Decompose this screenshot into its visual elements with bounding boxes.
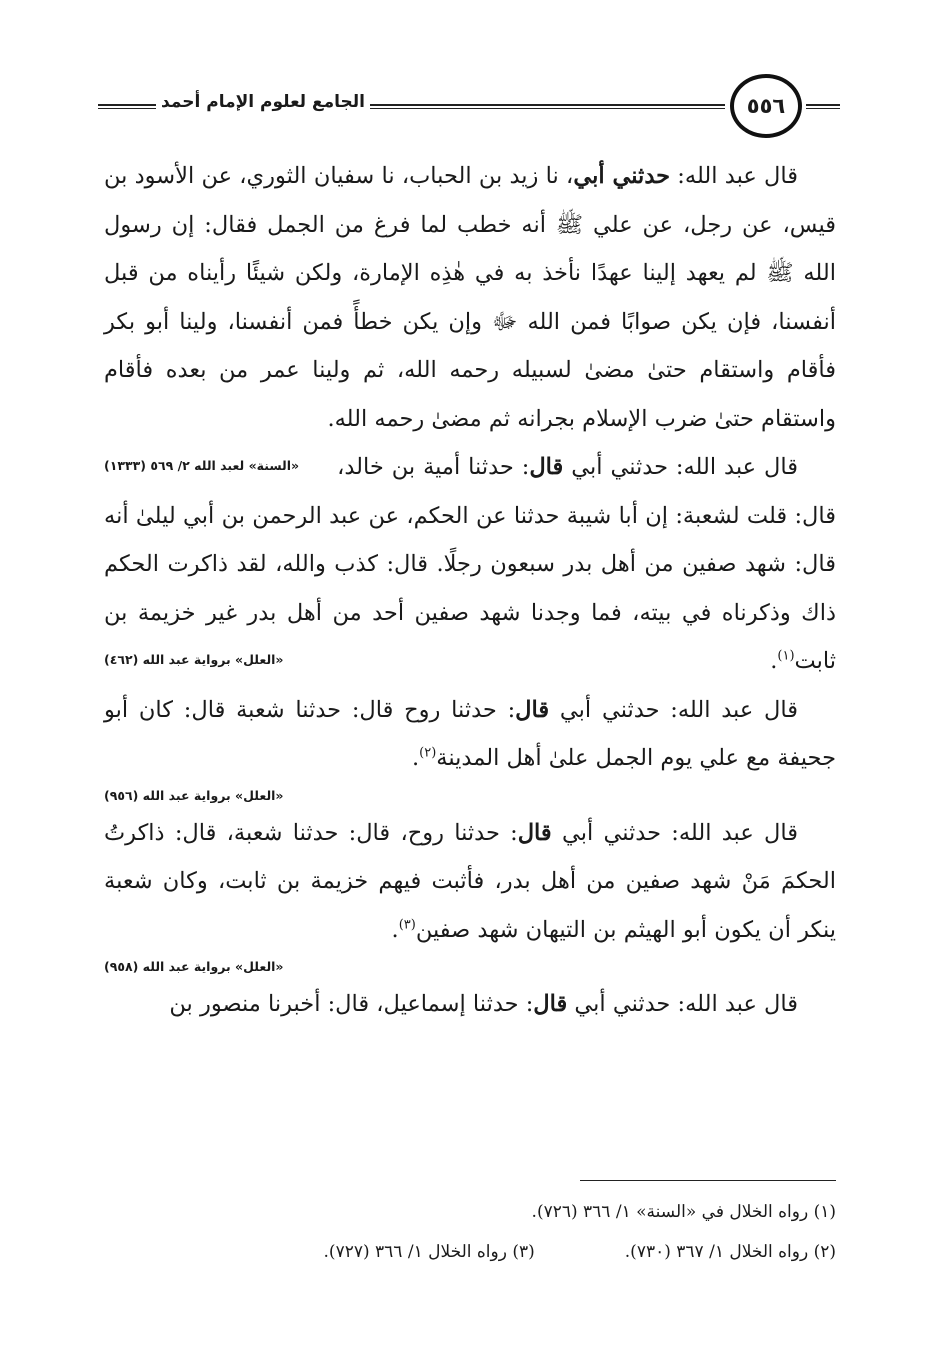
paragraph-5 (104, 980, 836, 1029)
footnote-separator (580, 1180, 836, 1181)
footnote-ref[interactable]: (٣) (398, 917, 416, 932)
para-lead: قال عبد الله: (670, 163, 799, 189)
running-title: الجامع لعلوم الإمام أحمد (161, 92, 365, 112)
footnote-1: (١) رواه الخلال في «السنة» ١/ ٣٦٦ (٧٢٦). (531, 1202, 836, 1222)
para-tail: . (411, 745, 420, 771)
footnotes (104, 1192, 836, 1272)
para-bold: قال (517, 819, 552, 846)
page-header (98, 74, 840, 138)
para-bold: قال (533, 991, 568, 1017)
paragraph-3 (104, 686, 836, 783)
header-rule (806, 104, 840, 109)
para-bold: قال (515, 696, 550, 723)
footnote-3: (٣) رواه الخلال ١/ ٣٦٦ (٧٢٧). (323, 1242, 535, 1262)
citation: «السنة» لعبد الله ٢/ ٥٦٩ (١٣٣٣) (104, 458, 300, 473)
footnote-row (104, 1232, 836, 1272)
para-tail: . (770, 648, 778, 674)
para-lead: قال عبد الله: حدثني أبي (567, 991, 798, 1017)
footnote-ref[interactable]: (١) (777, 648, 795, 664)
para-bold: قال (529, 454, 564, 480)
citation: «العلل» برواية عبد الله (٤٦٢) (104, 652, 284, 667)
paragraph-1 (104, 152, 836, 473)
para-lead: قال عبد الله: حدثني أبي (563, 454, 798, 480)
para-text: : حدثنا إسماعيل، قال: أخبرنا منصور بن (169, 991, 534, 1017)
main-text (104, 152, 836, 1029)
para-tail: . (391, 916, 399, 943)
page-number-badge: ٥٥٦ (730, 74, 802, 138)
para-lead: قال عبد الله: حدثني أبي (549, 696, 798, 723)
citation: «العلل» برواية عبد الله (٩٥٨) (104, 959, 284, 974)
citation: «العلل» برواية عبد الله (٩٥٦) (104, 787, 284, 803)
para-bold: حدثني أبي (573, 163, 671, 189)
header-rule (98, 104, 156, 109)
para-text: : حدثنا روح، قال: حدثنا شعبة، قال: ذاكرتُ الحكمَ مَنْ شهد صفين من أهل بدر، فأثبت فيهم خزيمة بن ثابت، وكان شعبة ينكر أن يكون أبو الهيثم بن التيهان شهد صفين (104, 819, 836, 943)
header-rule (370, 104, 725, 109)
footnote-2: (٢) رواه الخلال ١/ ٣٦٧ (٧٣٠). (624, 1242, 836, 1262)
para-text: : حدثنا أمية بن خالد، قال: قلت لشعبة: إن أبا شيبة حدثنا عن الحكم، عن عبد الرحمن بن أبي ليلىٰ أنه قال: شهد صفين من أهل بدر سبعون رجلًا. قال: كذب والله، لقد ذاكرت الحكم ذاك وذكرناه في بيته، فما وجدنا شهد صفين أحد من أهل بدر غير خزيمة بن ثابت (104, 454, 836, 674)
footnote-ref[interactable]: (٢) (419, 745, 437, 761)
para-lead: قال عبد الله: حدثني أبي (551, 819, 798, 846)
para-text: ، نا زيد بن الحباب، نا سفيان الثوري، عن الأسود بن قيس، عن رجل، عن علي ﷺ أنه خطب لما فرغ من الجمل فقال: إن رسول الله ﷺ لم يعهد إلينا عهدًا نأخذ به في هٰذِه الإمارة، ولكن شيئًا رأيناه من قبل أنفسنا، فإن يكن صوابًا فمن الله ﷻ وإن يكن خطأً فمن أنفسنا، ولينا أبو بكر فأقام واستقام حتىٰ مضىٰ لسبيله رحمه الله، ثم ولينا عمر من بعده فأقام واستقام حتىٰ ضرب الإسلام بجرانه ثم مضىٰ رحمه الله. (104, 163, 836, 432)
para-text: : حدثنا روح قال: حدثنا شعبة قال: كان أبو جحيفة مع علي يوم الجمل علىٰ أهل المدينة (104, 696, 836, 771)
paragraph-2 (104, 443, 836, 686)
paragraph-4 (104, 809, 836, 955)
